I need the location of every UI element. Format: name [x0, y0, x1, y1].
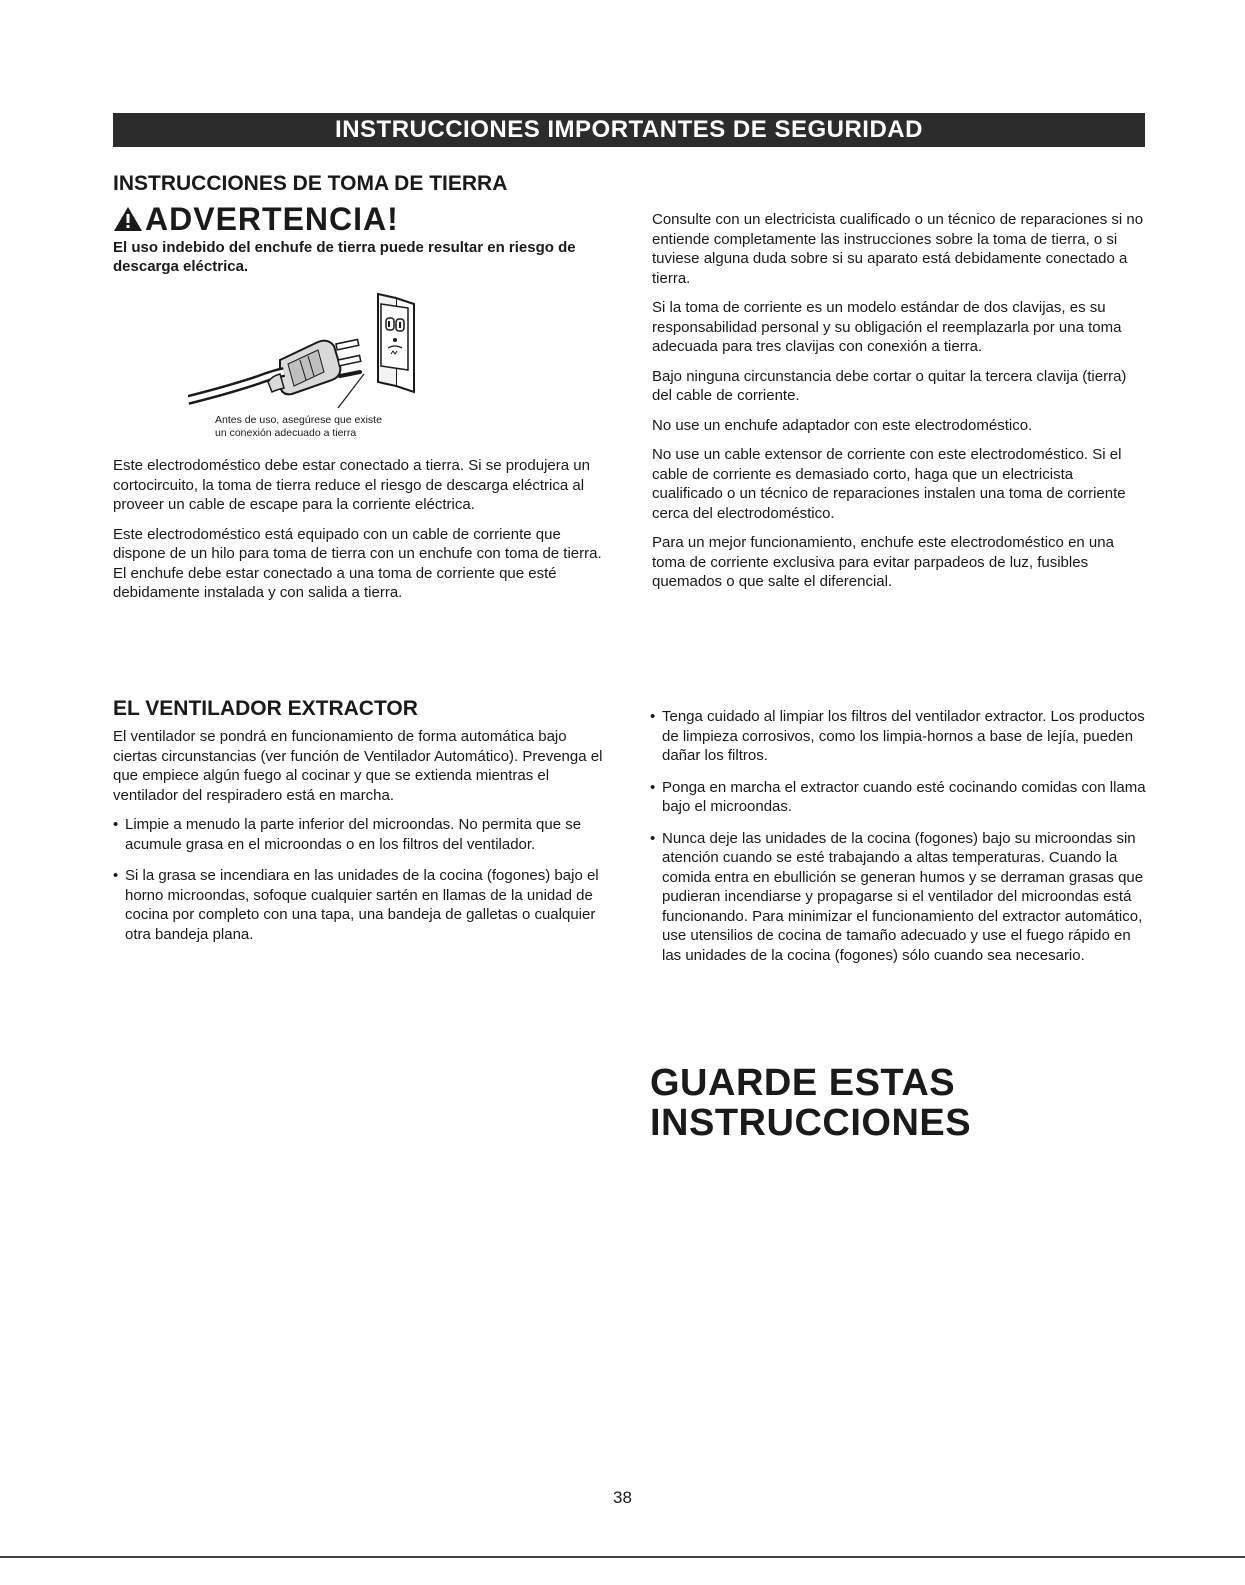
grounding-right-column — [652, 210, 1147, 602]
page-number: 38 — [613, 1488, 632, 1507]
grounding-paragraph: Si la toma de corriente es un modelo estándar de dos clavijas, es su responsabilidad personal y su obligación el reemplazarla por una toma adecuada para tres clavijas con conexión a tierra. — [652, 299, 1122, 355]
fan-heading: EL VENTILADOR EXTRACTOR — [113, 697, 418, 720]
bottom-rule — [0, 1556, 1245, 1558]
bullet-icon: • — [113, 867, 119, 884]
grounded-plug-figure — [113, 290, 613, 440]
banner-title: INSTRUCCIONES IMPORTANTES DE SEGURIDAD — [335, 116, 923, 143]
list-item-text: Ponga en marcha el extractor cuando esté cocinando comidas con llama bajo el microondas. — [662, 778, 1146, 815]
list-item — [113, 866, 613, 944]
grounding-paragraph: No use un cable extensor de corriente con este electrodoméstico. Si el cable de corriente es demasiado corto, haga que un electricista cualificado o un técnico de reparaciones instalen una toma de corriente cerca del electrodoméstico. — [652, 446, 1126, 522]
grounding-paragraph: No use un enchufe adaptador con este electrodoméstico. — [652, 416, 1033, 434]
bullet-icon: • — [650, 829, 656, 847]
figure-caption-line2: un conexión adecuado a tierra — [215, 427, 357, 439]
save-instructions-title — [650, 1063, 1150, 1143]
fan-right-column — [650, 707, 1147, 977]
list-item-text: Si la grasa se incendiara en las unidades de la cocina (fogones) bajo el horno microondas, sofoque cualquier sartén en llamas de la unidad de cocina por completo con una tapa, una bandeja de galletas o cualquier otra bandeja plana. — [125, 867, 599, 943]
grounding-paragraph: Para un mejor funcionamiento, enchufe este electrodoméstico en una toma de corriente exclusiva para evitar parpadeos de luz, fusibles quemados o que salte el diferencial. — [652, 534, 1114, 590]
save-instructions-line2: INSTRUCCIONES — [650, 1102, 972, 1144]
list-item-text: Nunca deje las unidades de la cocina (fogones) bajo su microondas sin atención cuando se esté trabajando a altas temperaturas. Cuando la comida entra en ebullición se generan humos y se derraman grasas que pudieran incendiarse y propagarse si el ventilador del microondas está funcionando. Para minimizar el funcionamiento del extractor automático, use utensilios de cocina de tamaño adecuado y use el fuego rápido en las unidades de la cocina (fogones) sólo cuando sea necesario. — [662, 829, 1144, 964]
save-instructions-line1: GUARDE ESTAS — [650, 1062, 956, 1104]
bullet-icon: • — [650, 708, 656, 725]
grounding-paragraph: Bajo ninguna circunstancia debe cortar o quitar la tercera clavija (tierra) del cable de corriente. — [652, 367, 1127, 404]
fan-left-bullets — [113, 815, 613, 944]
figure-caption — [215, 414, 382, 440]
bullet-icon: • — [650, 778, 656, 796]
warning-title-text: ADVERTENCIA! — [145, 201, 399, 237]
list-item-text: Limpie a menudo la parte inferior del microondas. No permita que se acumule grasa en el microondas o en los filtros del ventilador. — [125, 816, 582, 853]
section-banner — [113, 113, 1145, 147]
list-item — [650, 707, 1147, 766]
grounded-plug-illustration — [188, 290, 448, 415]
list-item — [113, 815, 613, 854]
list-item — [650, 829, 1147, 966]
fan-intro: El ventilador se pondrá en funcionamiento de forma automática bajo ciertas circunstancias (ver función de Ventilador Automático). Prevenga el que empiece algún fuego al cocinar y que se extienda mientras el ventilador del respiradero está en marcha. — [113, 728, 603, 804]
figure-caption-line1: Antes de uso, asegúrese que existe — [215, 414, 382, 426]
grounding-heading: INSTRUCCIONES DE TOMA DE TIERRA — [113, 172, 508, 195]
list-item — [650, 778, 1147, 817]
fan-left-column — [113, 697, 613, 956]
bullet-icon: • — [113, 816, 119, 833]
grounding-paragraph: Este electrodoméstico debe estar conectado a tierra. Si se produjera un cortocircuito, la toma de tierra reduce el riesgo de descarga eléctrica al proveer un cable de escape para la corriente eléctrica. — [113, 457, 590, 513]
grounding-left-column — [113, 172, 613, 613]
fan-right-bullets — [650, 707, 1147, 965]
grounding-paragraph: Este electrodoméstico está equipado con un cable de corriente que dispone de un hilo para toma de tierra con un enchufe con toma de tierra. El enchufe debe estar conectado a una toma de corriente que esté debidamente instalada y con salida a tierra. — [113, 525, 602, 601]
warning-text: El uso indebido del enchufe de tierra puede resultar en riesgo de descarga eléctrica. — [113, 239, 576, 275]
list-item-text: Tenga cuidado al limpiar los filtros del ventilador extractor. Los productos de limpieza corrosivos, como los limpia-hornos a base de lejía, pueden dañar los filtros. — [662, 708, 1145, 764]
warning-title — [113, 202, 613, 236]
warning-triangle-icon — [113, 206, 143, 232]
grounding-paragraph: Consulte con un electricista cualificado o un técnico de reparaciones si no entiende completamente las instrucciones sobre la toma de tierra, o si tuviese alguna duda sobre si su aparato está debidamente conectado a tierra. — [652, 211, 1144, 287]
